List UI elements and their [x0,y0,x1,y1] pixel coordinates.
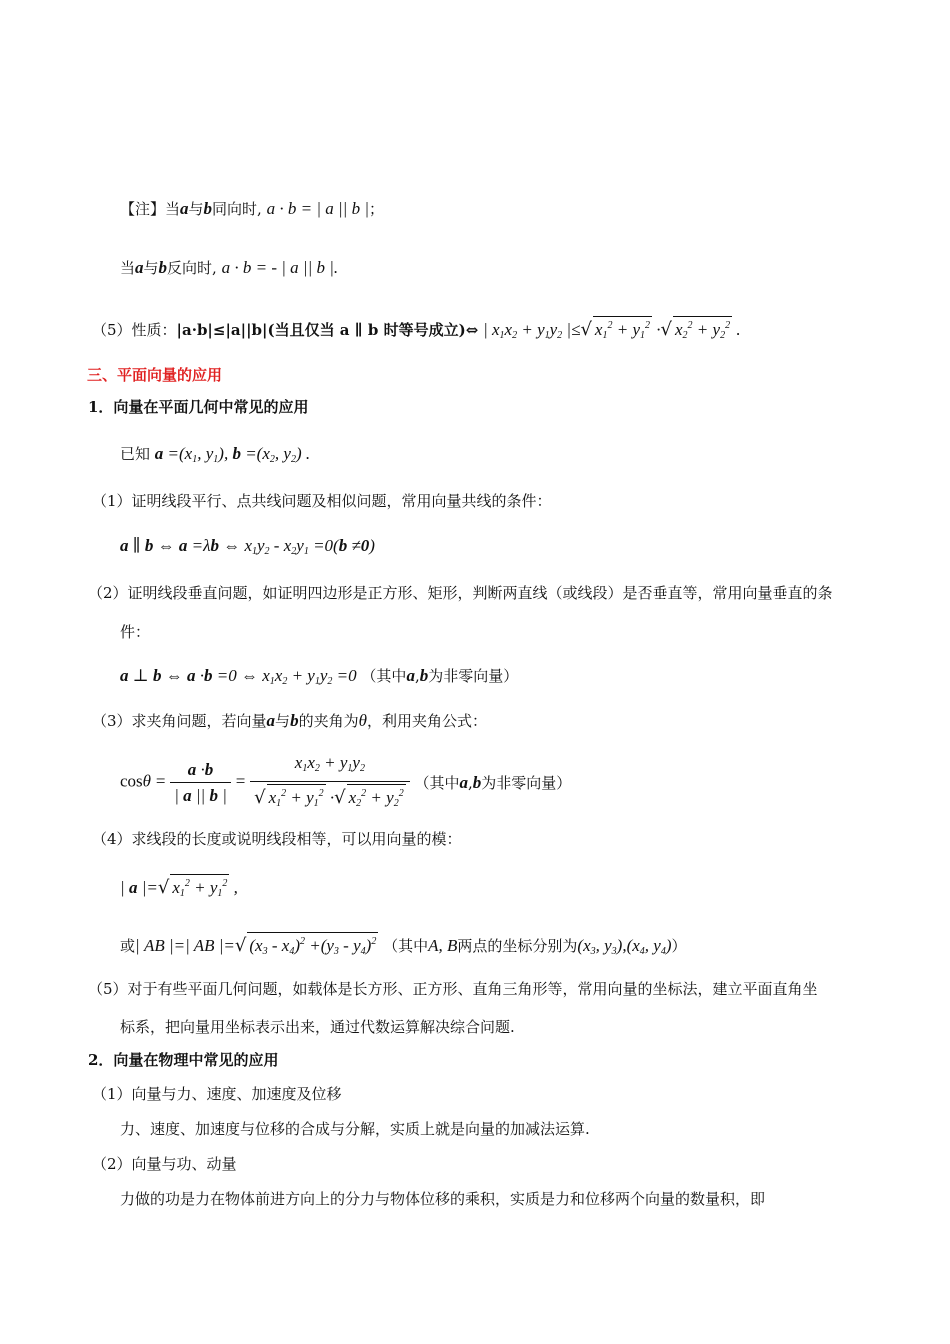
given-line: 已知 $a =(x_1$, $y_1$), $b =(x_2$, $y_2$) . [120,444,311,465]
section-title: 三、平面向量的应用 [87,366,223,384]
formula-opposite-direction: a · b = - | a || b |. [221,258,339,277]
item-5-coordinate-method-line1: （5）对于有些平面几何问题，如载体是长方形、正方形、直角三角形等，常用向量的坐标法，建立平面直角坐 [88,980,818,998]
cauchy-schwarz-formula: | $x_1x_2 + y_1y_2$ |≤√ $x_1^2 + y_1^2$ ·√ $x_2^2 + y_2^2$ . [483,320,740,339]
item-1-parallel: （1）证明线段平行、点共线问题及相似问题，常用向量共线的条件： [92,492,552,510]
subsection-2-title: 2．向量在物理中常见的应用 [88,1051,279,1069]
physics-item-1-body: 力、速度、加速度与位移的合成与分解，实质上就是向量的加减法运算. [120,1120,590,1138]
angle-formula: cosθ = $\frac{a \cdot b}{| a || b |}$ = $\frac{x_1x_2 + y_1y_2}{√ x_1^2 + y_1^2 \cdot√ x_2^2 + y_2^2}$ （其中a,b为非零向量） [120,752,571,813]
property-line: （5）性质：|a·b|≤|a||b|(当且仅当 a ∥ b 时等号成立)⇔ | $x_1x_2 + y_1y_2$ |≤√ $x_1^2 + y_1^2$ ·√ $x_2^2 + y_2^2$ . [92,316,741,347]
angle-fraction-vector: $\frac{a \cdot b}{| a || b |}$ [170,759,231,807]
item-2-perpendicular-line1: （2）证明线段垂直问题，如证明四边形是正方形、矩形，判断两直线（或线段）是否垂直等，常用向量垂直的条 [88,584,833,602]
note-prefix: 【注】当 [120,200,181,218]
physics-item-1: （1）向量与力、速度、加速度及位移 [92,1085,342,1103]
item-4-length: （4）求线段的长度或说明线段相等，可以用向量的模： [92,830,462,848]
angle-fraction-coordinates: $\frac{x_1x_2 + y_1y_2}{√ x_1^2 + y_1^2 \cdot√ x_2^2 + y_2^2}$ [250,752,410,813]
item-3-angle: （3）求夹角问题，若向量a与b的夹角为θ，利用夹角公式： [92,711,487,730]
item-2-perpendicular-line2: 件： [120,623,151,641]
property-text: |a·b|≤|a||b|(当且仅当 a ∥ b 时等号成立)⇔ [176,321,479,339]
distance-formula-line: 或| AB |=| AB |=√ $(x_3 - x_4)^2 +(y_3 - y_4)^2$ （其中A, B两点的坐标分别为($x_3$, $y_3),(x_4$, $y_4$)） [120,932,687,963]
note-line-same-direction: 【注】当a与b同向时, a · b = | a || b |； [120,199,385,218]
item-5-coordinate-method-line2: 标系，把向量用坐标表示出来，通过代数运算解决综合问题. [120,1018,515,1036]
physics-item-2-body: 力做的功是力在物体前进方向上的分力与物体位移的乘积，实质是力和位移两个向量的数量积，即 [120,1190,766,1208]
magnitude-formula: | a |=√ $x_1^2 + y_1^2$ , [120,874,238,903]
physics-item-2: （2）向量与功、动量 [92,1155,237,1173]
parallel-condition-formula: a ∥ b ⇔ a =λb ⇔ $x_1y_2 - x_2y_1 =0(b \ne 0)$ [120,536,375,557]
note-line-opposite-direction: 当a与b反向时, a · b = - | a || b |. [120,258,339,277]
given-vectors-formula: $a =(x_1$, $y_1$), $b =(x_2$, $y_2$) . [154,444,311,465]
subsection-1-title: 1．向量在平面几何中常见的应用 [88,398,309,416]
formula-same-direction: a · b = | a || b | [266,199,370,218]
perpendicular-condition-formula: a ⊥ b ⇔ a ·b =0 ⇔ $x_1x_2 + y_1y_2 =0$ （其中a,b为非零向量） [120,666,519,687]
